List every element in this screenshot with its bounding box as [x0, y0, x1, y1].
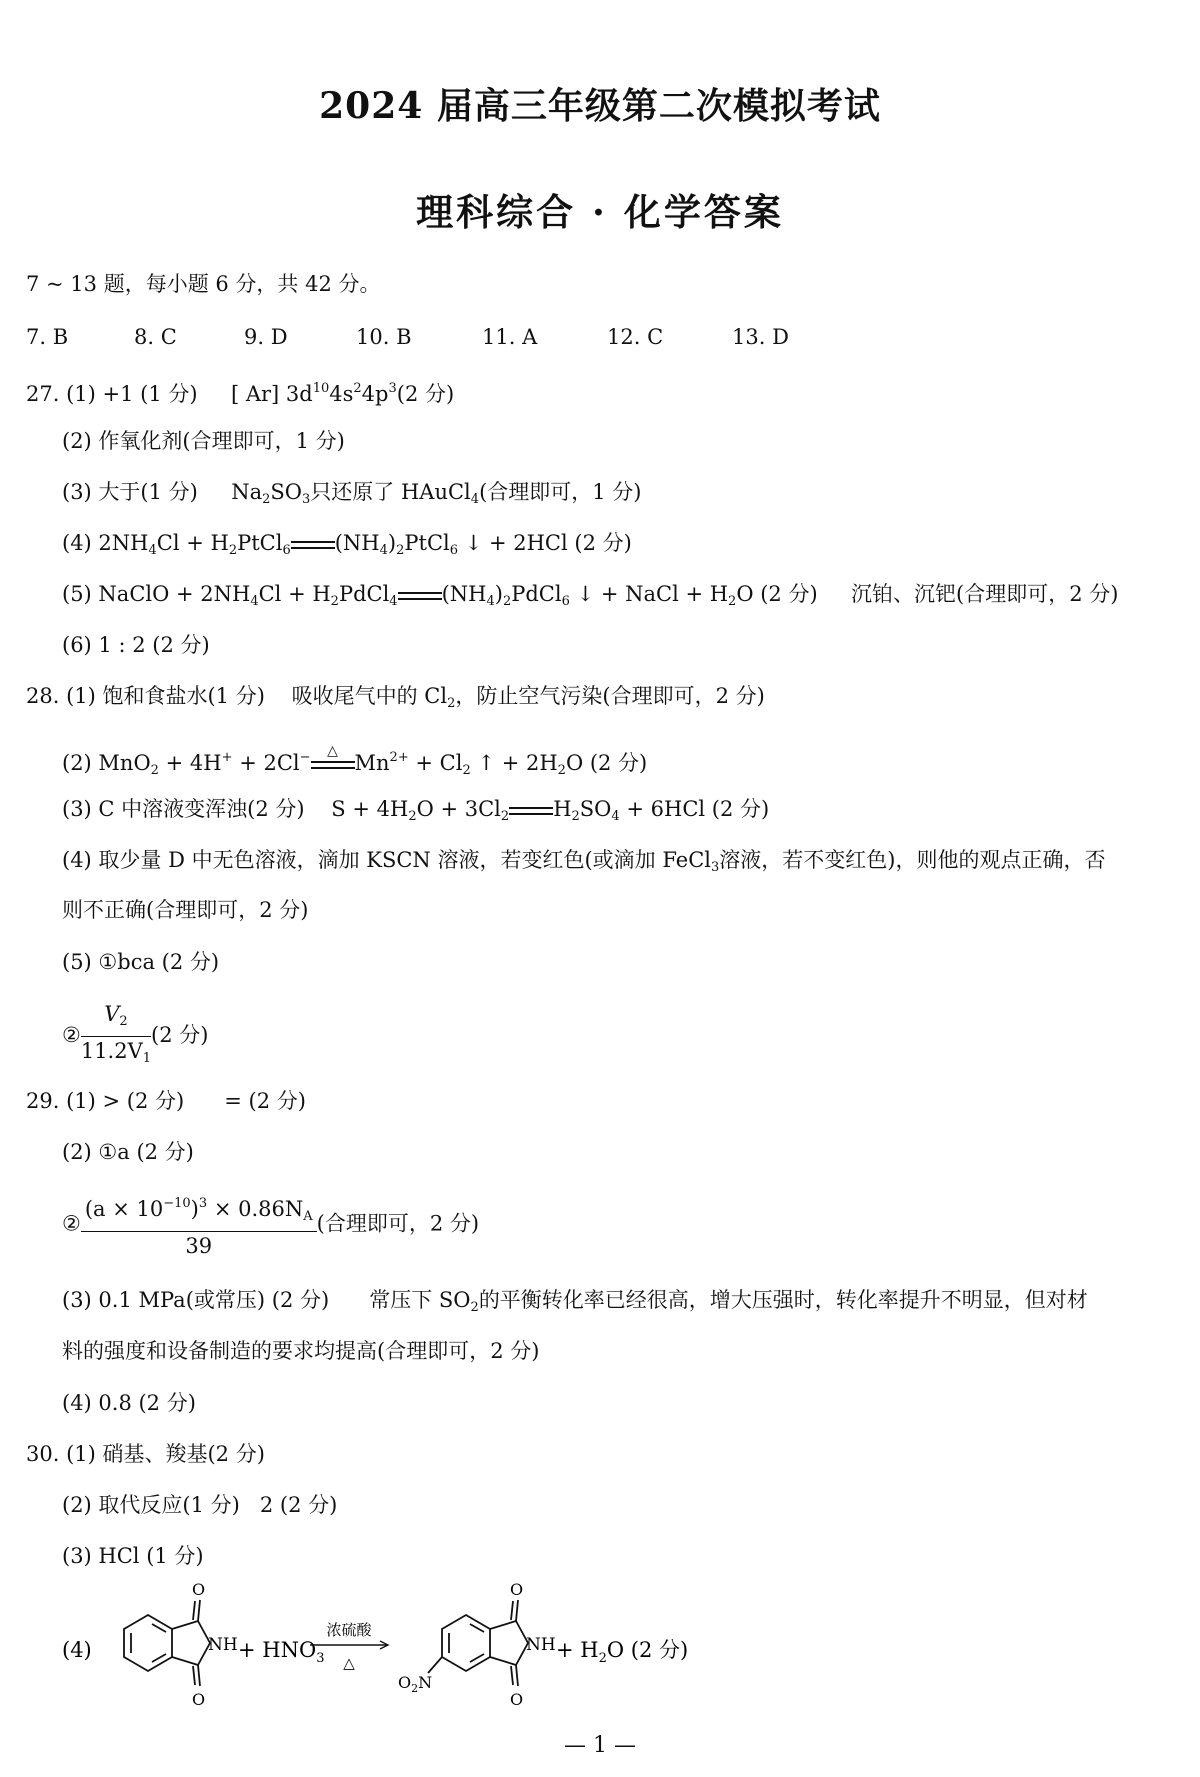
q28-line-3: (3) C 中溶液变浑浊(2 分) $S + 4H_2O + 3Cl_2$ $H_2SO_4 + 6HCl$ (2 分) — [62, 797, 770, 824]
product-o-top: O — [510, 1580, 524, 1599]
exam-title: 2024 届高三年级第二次模拟考试 — [319, 85, 881, 127]
choice-9: 9. D — [244, 325, 288, 349]
q29-line-5: (4) 0.8 (2 分) — [62, 1391, 196, 1415]
q27-line-1 — [26, 375, 454, 408]
product-nh: NH — [526, 1635, 556, 1655]
q29-line-4: (3) 0.1 MPa(或常压) (2 分) 常压下 $SO_2$的平衡转化率已经很高，增大压强时，转化率提升不明显，但对材 — [62, 1288, 1088, 1315]
page-number: — 1 — — [564, 1733, 636, 1758]
fraction-density: $\frac{(a \times 10^{-10})^3 \times 0.86N_A}{39}$ — [81, 1192, 317, 1258]
product-water: + $H_2O$ (2 分) — [556, 1638, 689, 1666]
q28-line-4b: 则不正确(合理即可，2 分) — [62, 898, 309, 922]
arrow-condition-top: 浓硫酸 — [326, 1621, 372, 1639]
arrow-condition-bottom: △ — [343, 1654, 355, 1672]
exam-subtitle: 理科综合 · 化学答案 — [416, 190, 784, 234]
equals-arrow — [291, 541, 335, 549]
imide-nh: NH — [208, 1635, 238, 1655]
q30-line-1: 30. (1) 硝基、羧基(2 分) — [26, 1442, 265, 1466]
q30-4-label: (4) — [62, 1638, 92, 1662]
choice-8: 8. C — [134, 325, 177, 349]
equals-arrow — [398, 592, 442, 600]
q27-line-4: (4) $2NH_4Cl$ + $H_2PtCl_6$ $(NH_4)_2PtCl_6$ ↓ + 2HCl (2 分) — [62, 531, 632, 558]
reaction-scheme — [0, 1575, 1200, 1725]
nitro-group: $O_2N$ — [398, 1673, 433, 1695]
choice-11: 11. A — [482, 325, 538, 349]
choice-13: 13. D — [732, 325, 789, 349]
q27-line-5: (5) NaClO + $2NH_4Cl$ + $H_2PdCl_4$ $(NH_4)_2PdCl_6$ ↓ + NaCl + $H_2O$ (2 分) 沉铂、沉钯(合理即可，2 分) — [62, 582, 1119, 609]
q27-line-3: (3) 大于(1 分) $Na_2SO_3$只还原了 HAuCl$_4$(合理即可，1 分) — [62, 480, 642, 507]
q29-line-2: (2) ①a (2 分) — [62, 1140, 194, 1164]
fraction-v2-over-v1: $\frac{V_2}{11.2V_1}$ — [80, 1002, 152, 1066]
q28-line-6: ② $\frac{V_2}{11.2V_1}$ (2 分) — [62, 1002, 208, 1071]
q27-1-oxidation: 27. (1) +1 (1 分) — [26, 382, 198, 406]
q30-line-3: (3) HCl (1 分) — [62, 1544, 204, 1568]
carbonyl-o-bottom: O — [192, 1690, 206, 1709]
q29-line-4b: 料的强度和设备制造的要求均提高(合理即可，2 分) — [62, 1339, 540, 1363]
q30-line-2: (2) 取代反应(1 分) 2 (2 分) — [62, 1493, 338, 1517]
equals-arrow — [509, 807, 553, 815]
choice-12: 12. C — [607, 325, 664, 349]
carbonyl-o-top: O — [192, 1580, 206, 1599]
heat-equals-arrow: △ — [311, 761, 355, 769]
q27-1-config: [ Ar] $3d^{10}4s^24p^3(2$ 分) — [230, 381, 455, 406]
section-intro: 7 ~ 13 题，每小题 6 分，共 42 分。 — [26, 272, 381, 296]
q27-line-2: (2) 作氧化剂(合理即可，1 分) — [62, 429, 345, 453]
phthalimide-structure — [124, 1600, 210, 1686]
q28-line-4: (4) 取少量 D 中无色溶液，滴加 KSCN 溶液，若变红色(或滴加 FeCl$_3$溶液，若不变红色)，则他的观点正确，否 — [62, 848, 1106, 875]
choice-10: 10. B — [356, 325, 412, 349]
q28-line-5: (5) ①bca (2 分) — [62, 950, 220, 974]
q27-line-6: (6) 1 : 2 (2 分) — [62, 633, 210, 657]
nitric-acid: + $HNO_3$ — [238, 1638, 325, 1666]
nitrophthalimide-structure — [428, 1600, 528, 1686]
q28-line-2: (2) MnO$_2$ + 4H+ + 2Cl− △ $Mn^{2+} + Cl_2$ ↑ + $2H_2O$ (2 分) — [62, 742, 648, 778]
q29-line-3: ② $\frac{(a \times 10^{-10})^3 \times 0.86N_A}{39}$ (合理即可，2 分) — [62, 1192, 479, 1258]
choice-answers — [26, 323, 789, 351]
choice-7: 7. B — [26, 325, 69, 349]
q29-line-1: 29. (1) > (2 分) = (2 分) — [26, 1089, 306, 1113]
product-o-bottom: O — [510, 1690, 524, 1709]
q28-line-1: 28. (1) 饱和食盐水(1 分) 吸收尾气中的 $Cl_2$，防止空气污染(合理即可，2 分) — [26, 684, 765, 711]
